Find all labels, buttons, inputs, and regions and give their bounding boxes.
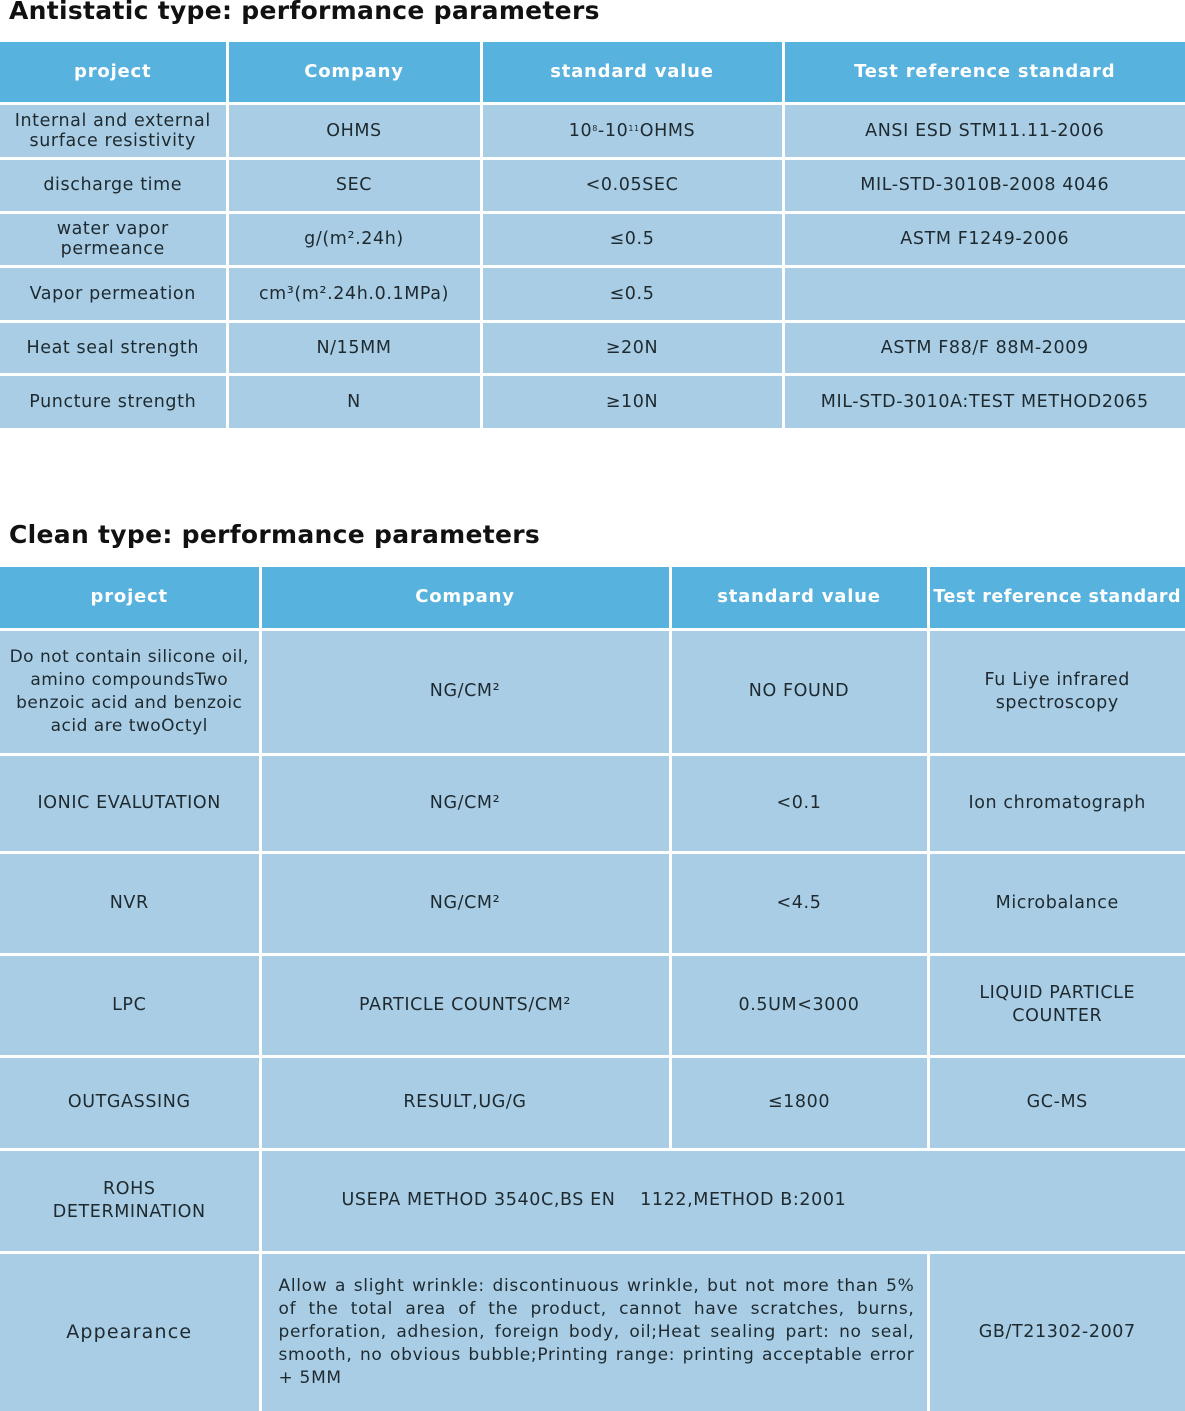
header-standard-value: standard value: [670, 567, 928, 629]
header-project: project: [0, 42, 227, 103]
cell-standard: GC-MS: [928, 1056, 1185, 1149]
cell-company: N/15MM: [227, 321, 481, 374]
cell-project: LPC: [0, 954, 260, 1056]
table-row: [0, 1149, 1185, 1252]
header-company: Company: [227, 42, 481, 103]
cell-standard: MIL-STD-3010B-2008 4046: [783, 158, 1185, 212]
table-row: [0, 954, 1185, 1056]
cell-value: NO FOUND: [670, 629, 928, 754]
header-test-reference: Test reference standard: [928, 567, 1185, 629]
cell-standard: LIQUID PARTICLE COUNTER: [928, 954, 1185, 1056]
cell-project: IONIC EVALUTATION: [0, 754, 260, 852]
cell-standard: Ion chromatograph: [928, 754, 1185, 852]
cell-company: cm³(m².24h.0.1MPa): [227, 266, 481, 321]
table-row: [0, 158, 1185, 212]
table-row: [0, 103, 1185, 158]
cell-standard: Microbalance: [928, 852, 1185, 954]
cell-standard: [783, 266, 1185, 321]
cell-company: NG/CM²: [260, 629, 670, 754]
cell-project: Vapor permeation: [0, 266, 227, 321]
header-standard-value: standard value: [481, 42, 783, 103]
cell-company: PARTICLE COUNTS/CM²: [260, 954, 670, 1056]
cell-standard: MIL-STD-3010A:TEST METHOD2065: [783, 374, 1185, 428]
cell-company: NG/CM²: [260, 852, 670, 954]
value-base: 10: [568, 120, 593, 141]
table-row: [0, 629, 1185, 754]
cell-value: <4.5: [670, 852, 928, 954]
cell-standard: ASTM F1249-2006: [783, 212, 1185, 266]
cell-value: ≥10N: [481, 374, 783, 428]
table-row: [0, 754, 1185, 852]
table-header-row: [0, 42, 1185, 103]
cell-project: Internal and external surface resistivity: [0, 103, 227, 158]
cell-standard: ASTM F88/F 88M-2009: [783, 321, 1185, 374]
cell-value: [481, 103, 783, 158]
table-row: [0, 1252, 1185, 1411]
cell-merged: USEPA METHOD 3540C,BS EN 1122,METHOD B:2001: [260, 1149, 1185, 1252]
cell-company: SEC: [227, 158, 481, 212]
table-row: [0, 212, 1185, 266]
cell-value: 0.5UM<3000: [670, 954, 928, 1056]
header-project: project: [0, 567, 260, 629]
table-header-row: [0, 567, 1185, 629]
cell-appearance-description: Allow a slight wrinkle: discontinuous wrinkle, but not more than 5% of the total area of the product, cannot have scratches, burns, perforation, adhesion, foreign body, oil;Heat sealing part: no seal, smooth, no obvious bubble;Printing range: printing acceptable error + 5MM: [260, 1252, 928, 1411]
cell-project: ROHS DETERMINATION: [0, 1149, 260, 1252]
header-company: Company: [260, 567, 670, 629]
table-row: [0, 266, 1185, 321]
clean-table: [0, 567, 1185, 1411]
cell-company: NG/CM²: [260, 754, 670, 852]
cell-company: RESULT,UG/G: [260, 1056, 670, 1149]
cell-project: water vapor permeance: [0, 212, 227, 266]
clean-title: Clean type: performance parameters: [9, 520, 541, 549]
table-row: [0, 374, 1185, 428]
cell-company: N: [227, 374, 481, 428]
antistatic-table: [0, 42, 1185, 428]
table-row: [0, 852, 1185, 954]
cell-standard: Fu Liye infrared spectroscopy: [928, 629, 1185, 754]
cell-project: NVR: [0, 852, 260, 954]
cell-value: <0.1: [670, 754, 928, 852]
antistatic-title: Antistatic type: performance parameters: [9, 0, 600, 25]
cell-project: Do not contain silicone oil, amino compoundsTwo benzoic acid and benzoic acid are twoOctyl: [0, 629, 260, 754]
table-row: [0, 321, 1185, 374]
header-test-reference: Test reference standard: [783, 42, 1185, 103]
cell-value: ≥20N: [481, 321, 783, 374]
cell-company: OHMS: [227, 103, 481, 158]
value-exponent: 11: [628, 123, 640, 133]
cell-standard: ANSI ESD STM11.11-2006: [783, 103, 1185, 158]
cell-project: OUTGASSING: [0, 1056, 260, 1149]
cell-project: Puncture strength: [0, 374, 227, 428]
cell-value: ≤1800: [670, 1056, 928, 1149]
value-exponent: 8: [592, 123, 598, 133]
cell-value: <0.05SEC: [481, 158, 783, 212]
cell-project: Heat seal strength: [0, 321, 227, 374]
cell-standard: GB/T21302-2007: [928, 1252, 1185, 1411]
cell-project: discharge time: [0, 158, 227, 212]
cell-value: ≤0.5: [481, 212, 783, 266]
table-row: [0, 1056, 1185, 1149]
cell-company: g/(m².24h): [227, 212, 481, 266]
value-range: -10: [597, 120, 629, 141]
cell-project: Appearance: [0, 1252, 260, 1411]
value-unit: OHMS: [639, 120, 696, 141]
cell-value: ≤0.5: [481, 266, 783, 321]
